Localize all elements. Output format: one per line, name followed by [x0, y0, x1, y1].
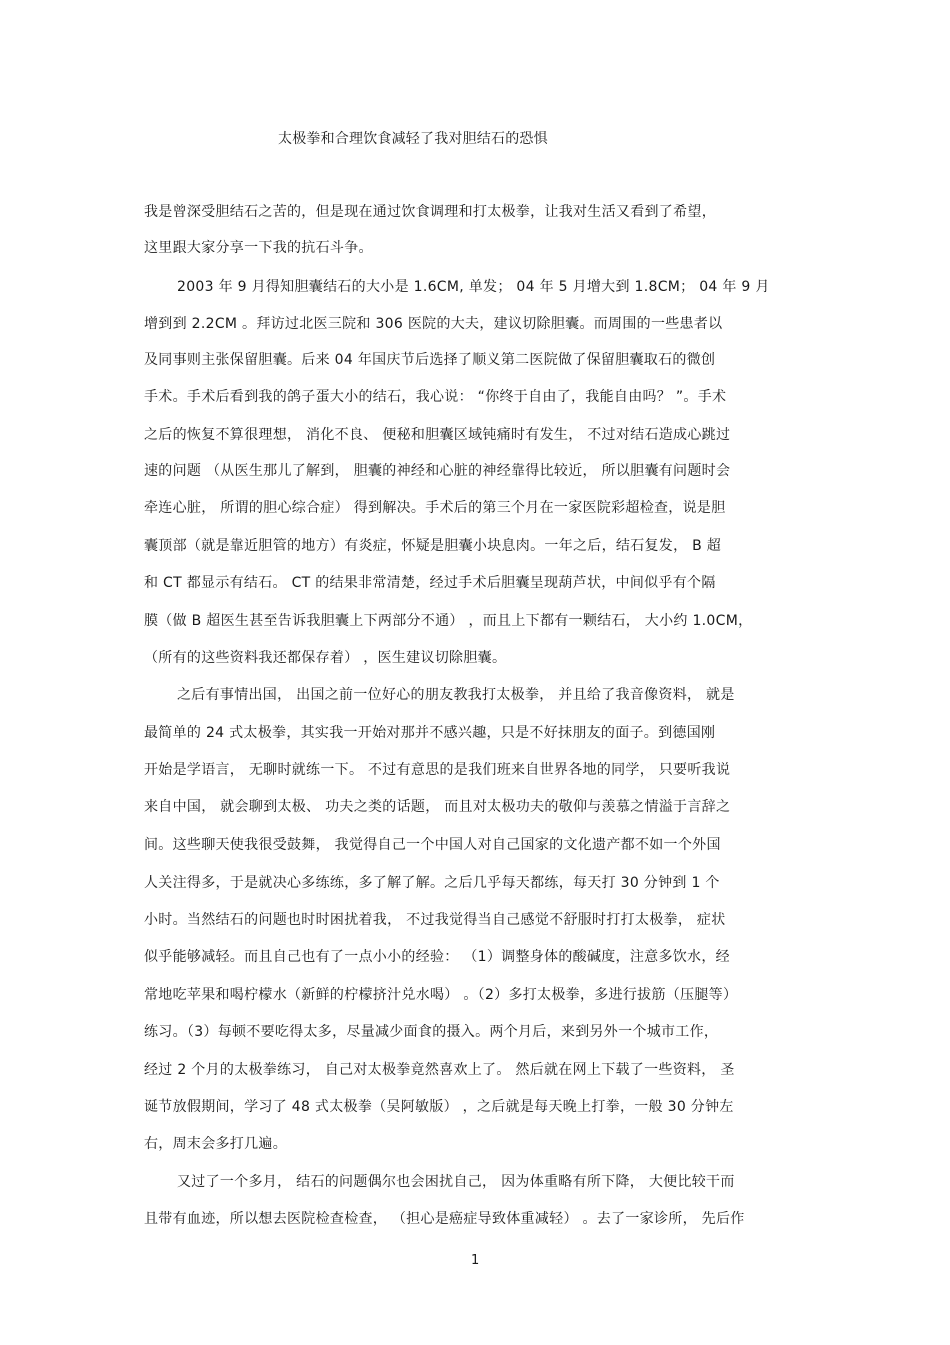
- text-line: 且带有血迹，所以想去医院检查检查， （担心是癌症导致体重减轻） 。去了一家诊所， 先后作: [144, 1211, 745, 1227]
- text-line: 膜（做 B 超医生甚至告诉我胆囊上下两部分不通） ，而且上下都有一颗结石， 大小约 1.0CM，: [144, 613, 753, 629]
- text-line: 人关注得多，于是就决心多练练，多了解了解。之后几乎每天都练，每天打 30 分钟到 1 个: [144, 875, 720, 891]
- text-line: 及同事则主张保留胆囊。后来 04 年国庆节后选择了顺义第二医院做了保留胆囊取石的微创: [144, 352, 716, 368]
- text-line: 右，周末会多打几遍。: [144, 1136, 287, 1152]
- text-line: 开始是学语言， 无聊时就练一下。 不过有意思的是我们班来自世界各地的同学， 只要听我说: [144, 762, 731, 778]
- text-line: 2003 年 9 月得知胆囊结石的大小是 1.6CM, 单发； 04 年 5 月增大到 1.8CM； 04 年 9 月: [177, 279, 770, 295]
- text-line: 之后有事情出国， 出国之前一位好心的朋友教我打太极拳， 并且给了我音像资料， 就是: [177, 687, 735, 703]
- text-line: 又过了一个多月， 结石的问题偶尔也会困扰自己， 因为体重略有所下降， 大便比较干而: [177, 1174, 735, 1190]
- text-line: 和 CT 都显示有结石。 CT 的结果非常清楚，经过手术后胆囊呈现葫芦状，中间似乎有个隔: [144, 575, 716, 591]
- text-line: 间。这些聊天使我很受鼓舞， 我觉得自己一个中国人对自己国家的文化遗产都不如一个外国: [144, 837, 721, 853]
- text-line: 似乎能够减轻。而且自己也有了一点小小的经验： （1）调整身体的酸碱度，注意多饮水，经: [144, 949, 730, 965]
- text-line: 常地吃苹果和喝柠檬水（新鲜的柠檬挤汁兑水喝） 。（2）多打太极拳，多进行拔筋（压腿等）: [144, 987, 738, 1003]
- text-line: 牵连心脏， 所谓的胆心综合症） 得到解决。手术后的第三个月在一家医院彩超检查，说是胆: [144, 500, 726, 516]
- text-line: 来自中国， 就会聊到太极、 功夫之类的话题， 而且对太极功夫的敬仰与羡慕之情溢于言辞之: [144, 799, 731, 815]
- text-line: 诞节放假期间，学习了 48 式太极拳（吴阿敏版） ，之后就是每天晚上打拳，一般 30 分钟左: [144, 1099, 734, 1115]
- text-line: 最简单的 24 式太极拳，其实我一开始对那并不感兴趣，只是不好抹朋友的面子。到德国刚: [144, 725, 716, 741]
- text-line: 增到到 2.2CM 。拜访过北医三院和 306 医院的大夫，建议切除胆囊。而周围的一些患者以: [144, 316, 723, 332]
- text-line: 经过 2 个月的太极拳练习， 自己对太极拳竟然喜欢上了。 然后就在网上下载了一些资料， 圣: [144, 1062, 735, 1078]
- text-line: 我是曾深受胆结石之苦的，但是现在通过饮食调理和打太极拳，让我对生活又看到了希望，: [144, 204, 716, 220]
- page-number: 1: [471, 1253, 480, 1268]
- text-line: 之后的恢复不算很理想， 消化不良、 便秘和胆囊区域钝痛时有发生， 不过对结石造成心跳过: [144, 427, 731, 443]
- text-line: 囊顶部（就是靠近胆管的地方）有炎症，怀疑是胆囊小块息肉。一年之后，结石复发， B 超: [144, 538, 722, 554]
- text-line: 小时。当然结石的问题也时时困扰着我， 不过我觉得当自己感觉不舒服时打打太极拳， 症状: [144, 912, 726, 928]
- text-line: 速的问题 （从医生那儿了解到， 胆囊的神经和心脏的神经靠得比较近， 所以胆囊有问题时会: [144, 463, 731, 479]
- text-line: （所有的这些资料我还都保存着） ，医生建议切除胆囊。: [144, 650, 507, 666]
- text-line: 练习。（3）每顿不要吃得太多，尽量减少面食的摄入。两个月后，来到另外一个城市工作，: [144, 1024, 719, 1040]
- text-line: 手术。手术后看到我的鸽子蛋大小的结石，我心说： “你终于自由了，我能自由吗？ ”。手术: [144, 389, 727, 405]
- document-title: 太极拳和合理饮食减轻了我对胆结石的恐惧: [278, 131, 548, 147]
- text-line: 这里跟大家分享一下我的抗石斗争。: [144, 240, 373, 256]
